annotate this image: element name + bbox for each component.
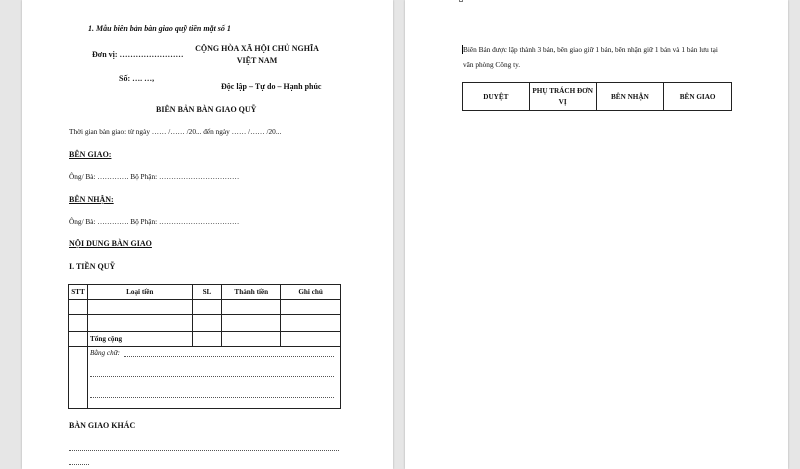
table-words-row[interactable] bbox=[69, 347, 341, 409]
header-stt: STT bbox=[69, 285, 88, 300]
document-page-2[interactable] bbox=[405, 0, 788, 469]
country-name-line2: VIỆT NAM bbox=[236, 56, 278, 65]
unit-line: Đơn vị: …………………… bbox=[92, 50, 184, 59]
dotted-line bbox=[90, 376, 334, 377]
content-heading: NỘI DUNG BÀN GIAO bbox=[69, 239, 152, 248]
handover-time-line: Thời gian bàn giao: từ ngày …… /…… /20... đến ngày …… /…… /20... bbox=[69, 127, 282, 136]
cash-table[interactable] bbox=[68, 284, 341, 409]
total-label: Tổng cộng bbox=[87, 332, 192, 347]
receiver-heading: BÊN NHẬN: bbox=[69, 195, 114, 204]
copies-note-line1: Biên Bản được lập thành 3 bản, bên giao giữ 1 bản, bên nhận giữ 1 bản và 1 bản lưu tại bbox=[463, 45, 718, 54]
amount-in-words-label: Bằng chữ: bbox=[89, 349, 121, 357]
dotted-line bbox=[90, 397, 334, 398]
country-name-line1: CỘNG HÒA XÃ HỘI CHỦ NGHĨA bbox=[195, 44, 319, 53]
giver-info-line: Ông/ Bà: …………. Bộ Phận: …………………………… bbox=[69, 172, 240, 181]
page-corner-marker bbox=[459, 0, 463, 2]
receiver-info-line: Ông/ Bà: …………. Bộ Phận: …………………………… bbox=[69, 217, 240, 226]
table-header-row bbox=[69, 285, 341, 300]
signature-table[interactable] bbox=[462, 82, 732, 111]
table-row[interactable] bbox=[69, 315, 341, 332]
sign-giver-header: BÊN GIAO bbox=[664, 83, 732, 111]
header-amount: Thành tiền bbox=[222, 285, 281, 300]
signature-header-row bbox=[463, 83, 732, 111]
dotted-line bbox=[69, 464, 89, 465]
giver-heading: BÊN GIAO: bbox=[69, 150, 112, 159]
section-cash-heading: I. TIỀN QUỸ bbox=[69, 262, 116, 271]
table-row[interactable] bbox=[69, 300, 341, 315]
header-currency-type: Loại tiền bbox=[87, 285, 192, 300]
header-quantity: SL bbox=[192, 285, 222, 300]
dotted-line bbox=[124, 356, 334, 357]
sign-approve-header: DUYỆT bbox=[463, 83, 530, 111]
copies-note-line2: văn phòng Công ty. bbox=[463, 60, 521, 69]
document-page-1[interactable] bbox=[22, 0, 393, 469]
number-line: Số: …. …, bbox=[119, 74, 155, 83]
sign-unit-head-header: PHỤ TRÁCH ĐƠN VỊ bbox=[529, 83, 596, 111]
sign-receiver-header: BÊN NHẬN bbox=[596, 83, 664, 111]
form-caption: 1. Mẫu biên bản bàn giao quỹ tiền mặt số 1 bbox=[88, 24, 231, 33]
table-total-row[interactable] bbox=[69, 332, 341, 347]
dotted-line bbox=[69, 450, 339, 451]
other-handover-heading: BÀN GIAO KHÁC bbox=[69, 421, 136, 430]
document-title: BIÊN BẢN BÀN GIAO QUỸ bbox=[156, 105, 257, 114]
national-motto: Độc lập – Tự do – Hạnh phúc bbox=[221, 82, 322, 91]
header-notes: Ghi chú bbox=[281, 285, 341, 300]
